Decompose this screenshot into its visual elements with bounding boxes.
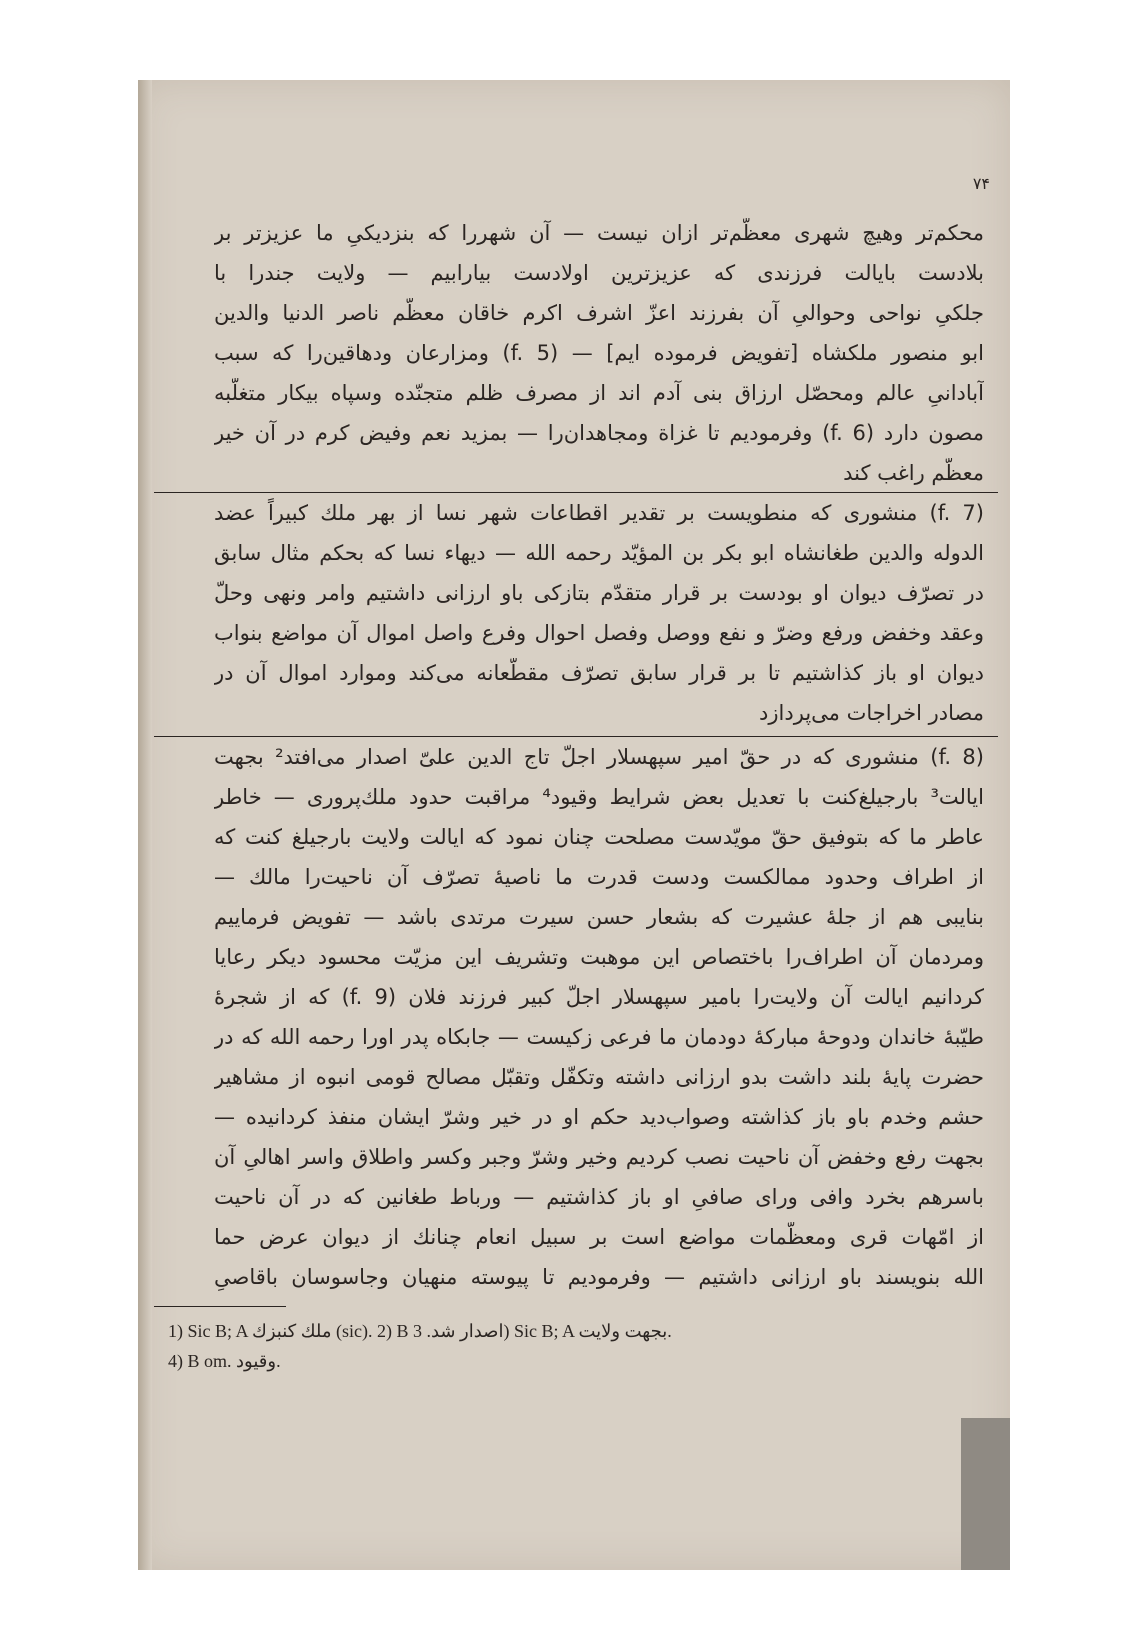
footnote-line: 1) Sic B; A ملك كنبزك (sic). 2) B اصدار شد. 3) Sic B; A بجهت ولايت.: [168, 1321, 672, 1341]
footnote-line: 4) B om. وقيود.: [168, 1351, 281, 1371]
text-line: ایالت³ بارجیلغ‌کنت با تعدیل بعض شرایط وقیود⁴ مراقبت حدود ملك‌پروری — خاطر: [214, 785, 984, 809]
text-line: از اطراف وحدود ممالکست ودست قدرت ما ناصیهٔ تصرّف آن ناحیت‌را مالك —: [214, 865, 984, 889]
footnote-separator: [154, 1306, 286, 1307]
text-line: (f. 8) منشوری که در حقّ امیر سپهسلار اجلّ تاج الدین علیّ اصدار می‌افتد² بجهت: [214, 745, 984, 769]
text-line: ابو منصور ملکشاه [تفویض فرموده ایم] — (f. 5) ومزارعان ودهاقین‌را که سبب: [214, 341, 984, 365]
text-line: بنایبی هم از جلهٔ عشیرت که بشعار حسن سیرت مرتدی باشد — تفویض فرماییم: [214, 905, 984, 929]
text-line: مصون دارد (f. 6) وفرمودیم تا غزاة ومجاهدان‌را — بمزید نعم وفیض کرم در آن خیر: [214, 421, 984, 445]
page-spine-shadow: [138, 80, 152, 1570]
text-line: عاطر ما که بتوفیق حقّ مویّدست مصلحت چنان نمود که ایالت ولایت بارجیلغ کنت که: [214, 825, 984, 849]
text-line: بلادست بایالت فرزندی که عزیزترین اولادست بیارابیم — ولایت جندرا با: [214, 261, 984, 285]
text-line: مصادر اخراجات می‌پردازد: [759, 701, 984, 725]
section-divider: [154, 736, 998, 737]
text-line: معظّم راغب کند: [843, 461, 984, 485]
text-line: باسرهم بخرد وافی ورای صافیِ او باز کذاشتیم — ورباط طغانین که در آن ناحیت: [214, 1185, 984, 1209]
text-line: ومردمان آن اطراف‌را باختصاص این موهبت وتشریف این مزیّت محسود دیکر رعایا: [214, 945, 984, 969]
page-number: ۷۴: [972, 174, 990, 193]
text-line: از امّهات قری ومعظّمات مواضع است بر سبیل انعام چنانك از دیوان عرض حما: [214, 1225, 984, 1249]
scanned-page: [138, 80, 1010, 1570]
text-line: محکم‌تر وهیچ شهری معظّم‌تر ازان نیست — آن شهررا که بنزدیکیِ ما عزیزتر بر: [214, 221, 984, 245]
text-line: جلکیِ نواحی وحوالیِ آن بفرزند اعزّ اشرف اکرم خاقان معظّم ناصر الدنیا والدین: [214, 301, 984, 325]
text-line: حضرت پایهٔ بلند داشت بدو ارزانی داشته وتکفّل وتقبّل مصالح قومی انبوه از مشاهیر: [214, 1065, 984, 1089]
text-line: در تصرّف دیوان او بودست بر قرار متقدّم بتازکی باو ارزانی داشتیم وامر ونهی وحلّ: [214, 581, 984, 605]
scan-edge-artifact: [961, 1418, 1010, 1570]
text-line: الله بنویسند باو ارزانی داشتیم — وفرمودیم تا پیوسته منهیان وجاسوسان باقاصیِ: [214, 1265, 984, 1289]
text-line: بجهت رفع وخفض آن ناحیت نصب کردیم وخیر وشرّ وجبر وکسر واطلاق واسر اهالیِ آن: [214, 1145, 984, 1169]
text-line: طیّبهٔ خاندان ودوحهٔ مبارکهٔ دودمان ما فرعی زکیست — جابکاه پدر اورا رحمه الله که در: [214, 1025, 984, 1049]
text-line: حشم وخدم باو باز کذاشته وصواب‌دید حکم او در خیر وشرّ ایشان منفذ کردانیده —: [214, 1105, 984, 1129]
text-line: آبادانیِ عالم ومحصّل ارزاق بنی آدم اند از مصرف ظلم متجنّده وسپاه بیکار متغلّبه: [214, 381, 984, 405]
text-line: کردانیم ایالت آن ولایت‌را بامیر سپهسلار اجلّ کبیر فرزند فلان (f. 9) که از شجرهٔ: [214, 985, 984, 1009]
section-divider: [154, 492, 998, 493]
text-line: (f. 7) منشوری که منطویست بر تقدیر اقطاعات شهر نسا از بهر ملك کبیراً عضد: [214, 501, 984, 525]
text-line: وعقد وخفض ورفع وضرّ و نفع ووصل وفصل احوال وفرع واصل اموال آن مواضع بنواب: [214, 621, 984, 645]
text-line: الدوله والدین طغانشاه ابو بکر بن المؤیّد رحمه الله — دیهاء نسا که بحکم مثال سابق: [214, 541, 984, 565]
text-line: دیوان او باز کذاشتیم تا بر قرار سابق تصرّف مقطّعانه می‌کند وموارد اموال آن در: [214, 661, 984, 685]
